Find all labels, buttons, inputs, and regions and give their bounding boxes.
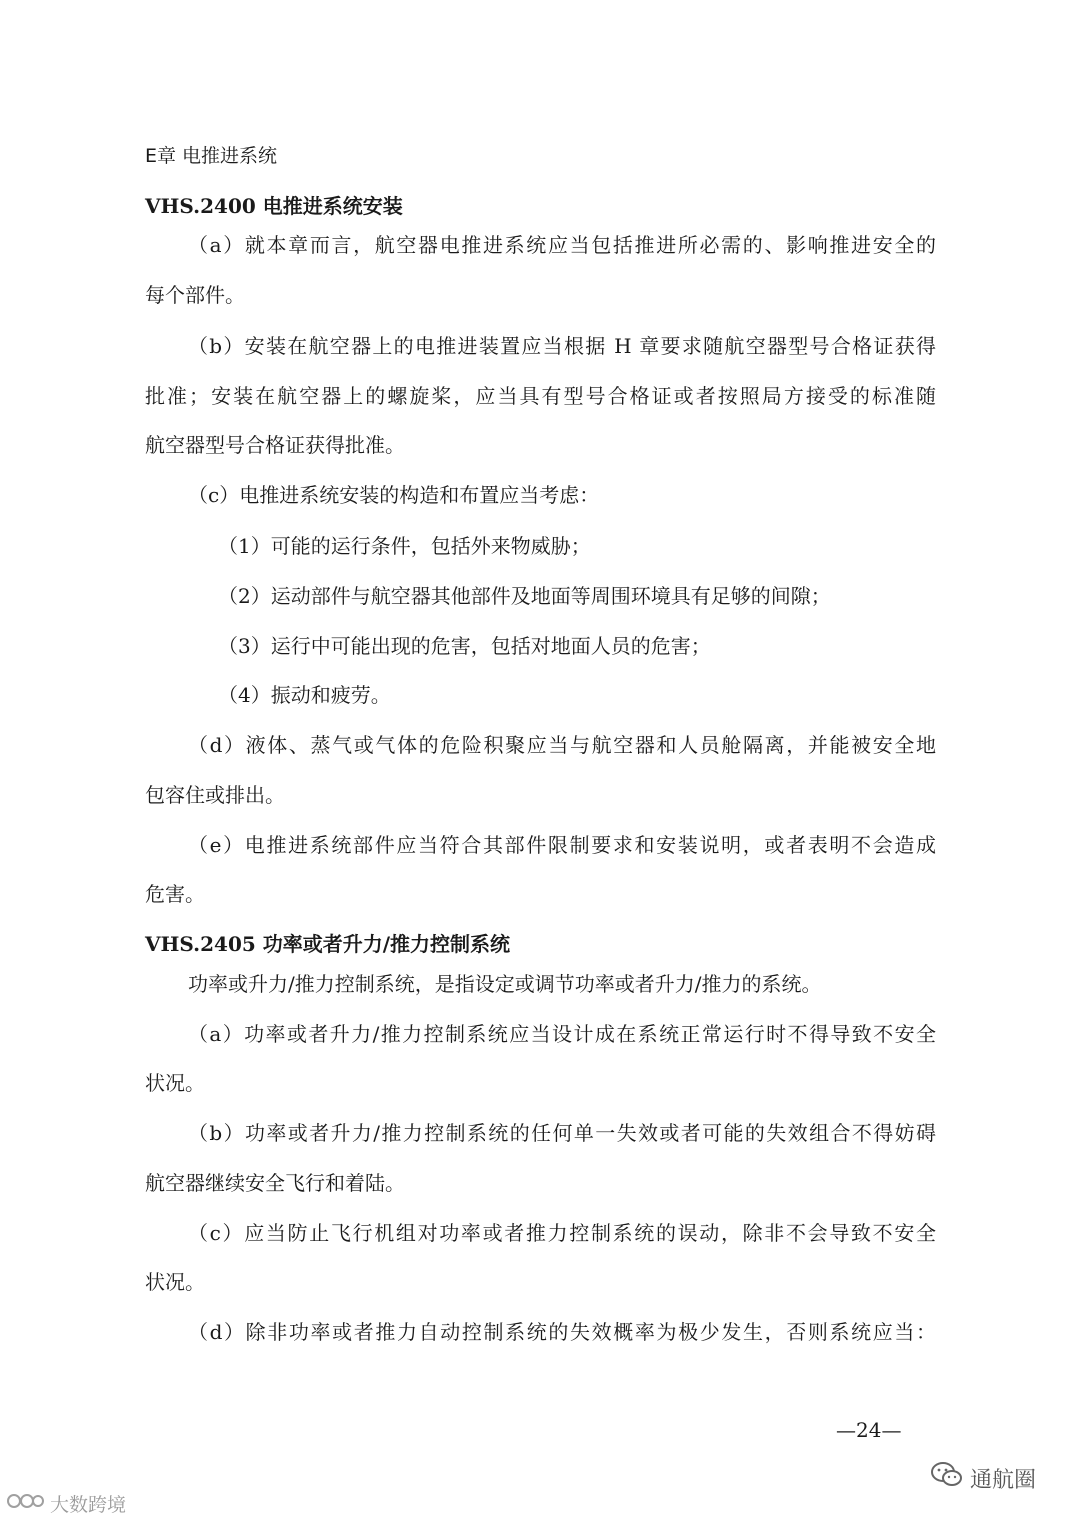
paragraph-line: （c）应当防止飞行机组对功率或者推力控制系统的误动，除非不会导致不安全 xyxy=(188,1221,936,1245)
page-number: —24— xyxy=(836,1418,902,1442)
list-item: （2）运动部件与航空器其他部件及地面等周围环境具有足够的间隙； xyxy=(218,584,831,608)
paragraph-line: 每个部件。 xyxy=(145,283,245,307)
paragraph-line: （b）功率或者升力/推力控制系统的任何单一失效或者可能的失效组合不得妨碍 xyxy=(188,1121,936,1145)
paragraph-line: （e）电推进系统部件应当符合其部件限制要求和安装说明，或者表明不会造成 xyxy=(188,833,936,857)
chapter-title: E章 电推进系统 xyxy=(145,145,278,167)
section-heading-2400: VHS.2400 电推进系统安装 xyxy=(145,194,403,218)
paragraph-line: （a）功率或者升力/推力控制系统应当设计成在系统正常运行时不得导致不安全 xyxy=(188,1022,936,1046)
watermark-right-text: 通航圈 xyxy=(970,1467,1037,1493)
watermark-left xyxy=(6,1489,126,1518)
paragraph-line: （c）电推进系统安装的构造和布置应当考虑： xyxy=(188,483,600,507)
paragraph-line: 功率或升力/推力控制系统，是指设定或调节功率或者升力/推力的系统。 xyxy=(188,972,822,996)
paragraph-line: 批准；安装在航空器上的螺旋桨，应当具有型号合格证或者按照局方接受的标准随 xyxy=(145,384,936,408)
watermark-right xyxy=(930,1461,1036,1495)
wechat-icon xyxy=(930,1461,964,1495)
paragraph-line: （a）就本章而言，航空器电推进系统应当包括推进所必需的、影响推进安全的 xyxy=(188,233,936,257)
paragraph-line: 危害。 xyxy=(145,882,205,906)
watermark-left-text: 大数跨境 xyxy=(50,1494,127,1516)
paragraph-line: 状况。 xyxy=(145,1071,205,1095)
list-item: （1）可能的运行条件，包括外来物威胁； xyxy=(218,534,591,558)
paragraph-line: （d）液体、蒸气或气体的危险积聚应当与航空器和人员舱隔离，并能被安全地 xyxy=(188,733,936,757)
list-item: （4）振动和疲劳。 xyxy=(218,683,391,707)
paragraph-line: （d）除非功率或者推力自动控制系统的失效概率为极少发生，否则系统应当： xyxy=(188,1320,936,1344)
paragraph-line: 航空器继续安全飞行和着陆。 xyxy=(145,1171,405,1195)
logo-icon xyxy=(6,1489,44,1518)
paragraph-line: 状况。 xyxy=(145,1270,205,1294)
list-item: （3）运行中可能出现的危害，包括对地面人员的危害； xyxy=(218,634,711,658)
paragraph-line: 包容住或排出。 xyxy=(145,783,285,807)
section-heading-2405: VHS.2405 功率或者升力/推力控制系统 xyxy=(145,932,511,956)
paragraph-line: 航空器型号合格证获得批准。 xyxy=(145,433,405,457)
paragraph-line: （b）安装在航空器上的电推进装置应当根据 H 章要求随航空器型号合格证获得 xyxy=(188,334,936,358)
